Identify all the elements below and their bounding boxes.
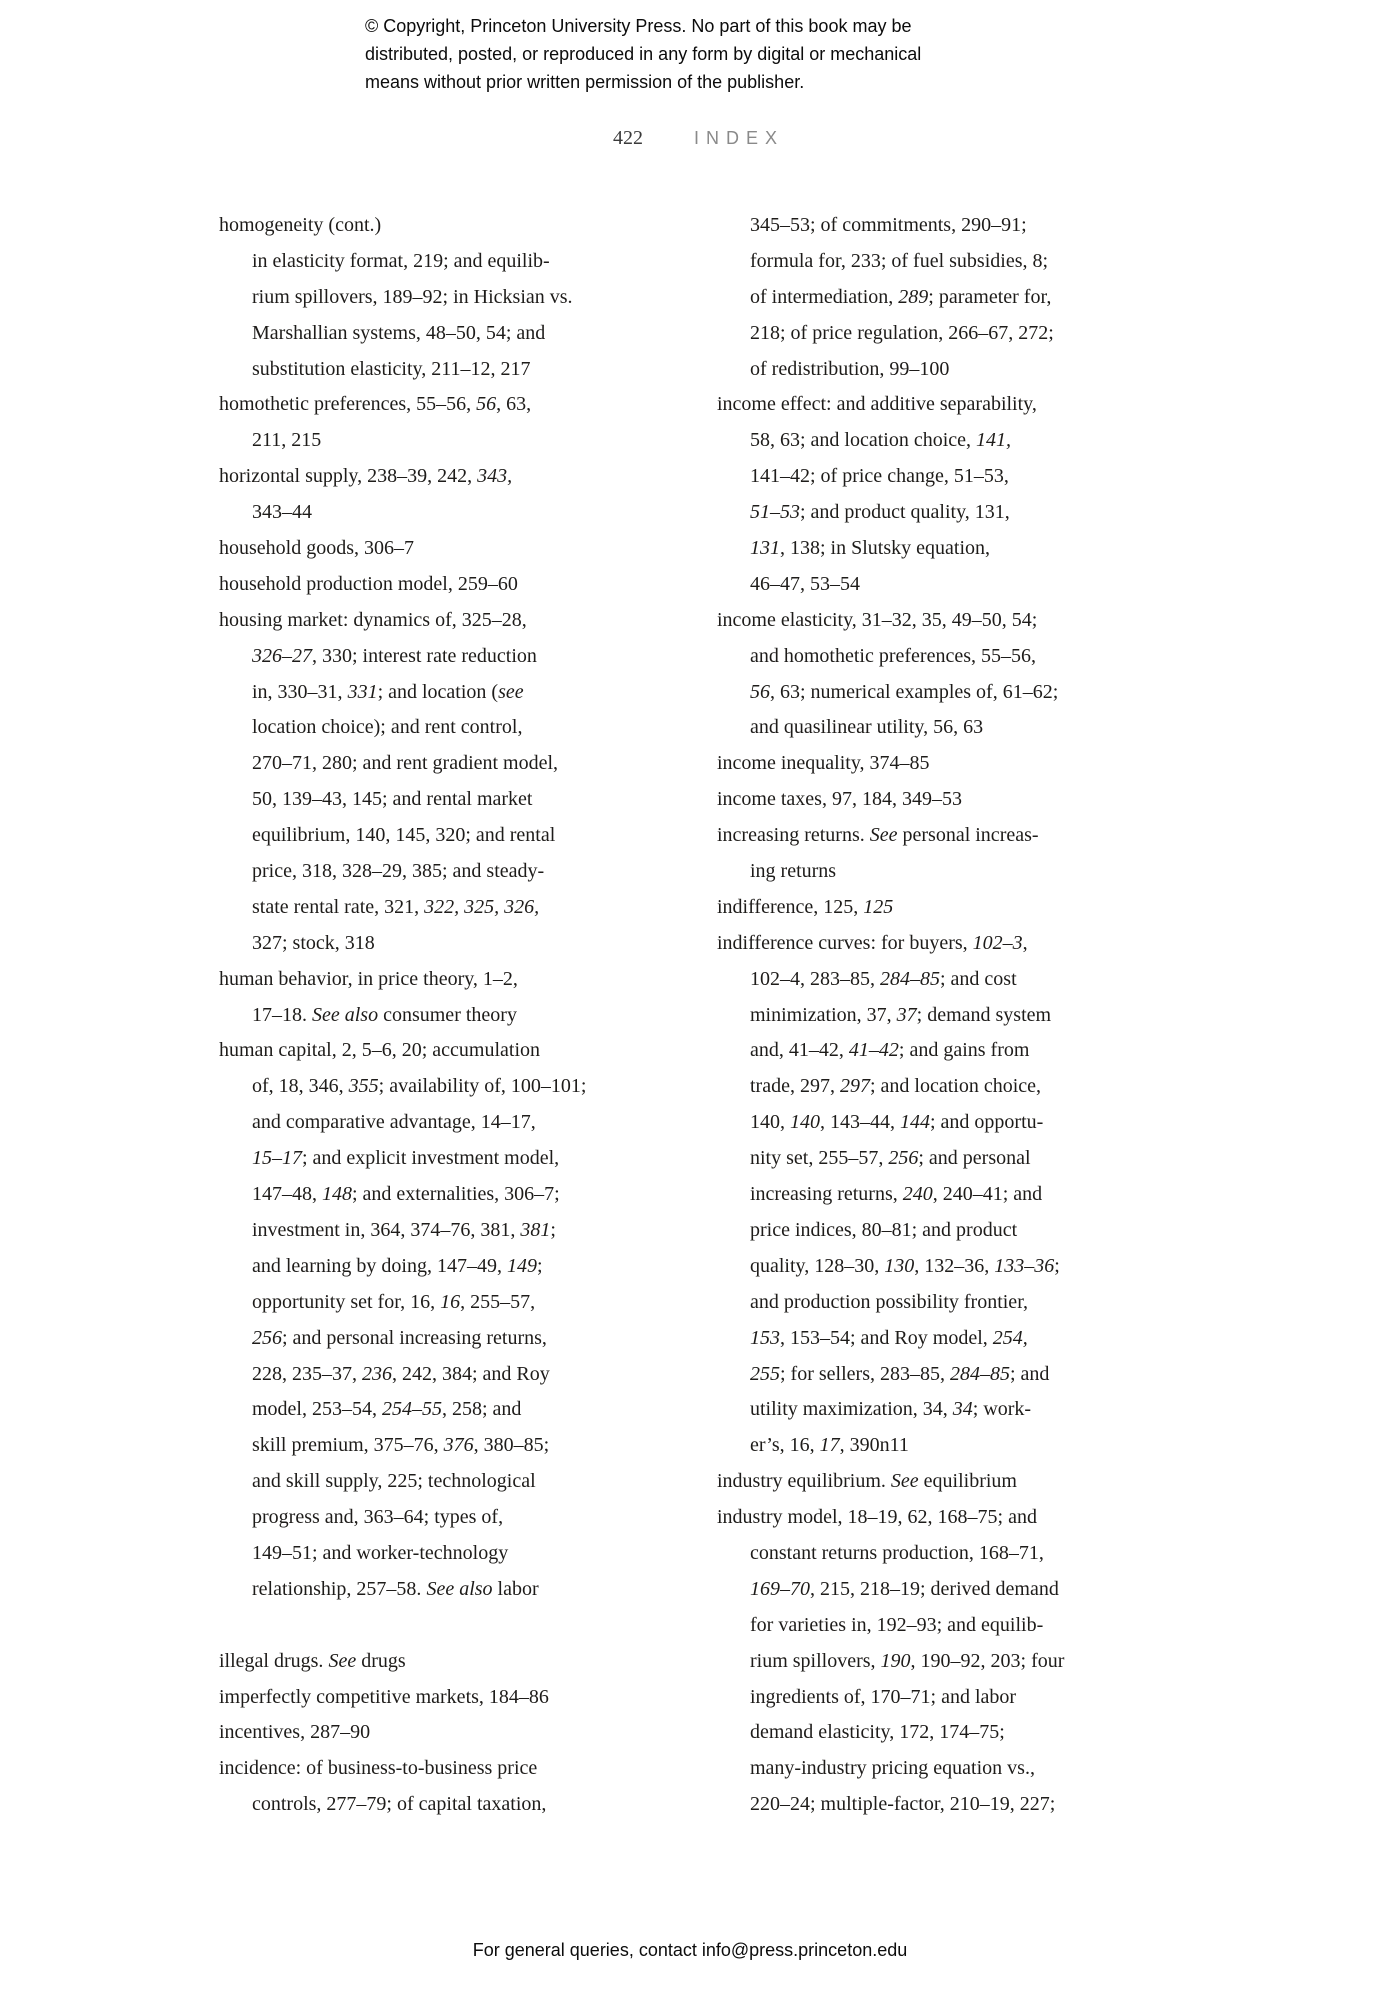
index-line: price indices, 80–81; and product [750, 1218, 1018, 1241]
index-line: 46–47, 53–54 [750, 572, 860, 595]
index-line: 327; stock, 318 [252, 931, 375, 954]
index-line: indifference curves: for buyers, 102–3, [717, 931, 1028, 954]
index-line: housing market: dynamics of, 325–28, [219, 608, 527, 631]
index-line: 169–70, 215, 218–19; derived demand [750, 1577, 1059, 1600]
index-line: 140, 140, 143–44, 144; and opportu- [750, 1111, 1044, 1134]
index-column-left [219, 208, 689, 1823]
footer-queries: For general queries, contact info@press.princeton.edu [472, 1940, 908, 1960]
index-line: nity set, 255–57, 256; and personal [750, 1147, 1031, 1170]
index-line: substitution elasticity, 211–12, 217 [252, 357, 531, 380]
index-line: increasing returns. See personal increas- [717, 824, 1039, 847]
index-line: 220–24; multiple-factor, 210–19, 227; [750, 1793, 1056, 1816]
index-line: 17–18. See also consumer theory [252, 1003, 517, 1026]
index-line: and skill supply, 225; technological [252, 1470, 536, 1493]
copyright-notice [365, 12, 921, 96]
index-line: investment in, 364, 374–76, 381, 381; [252, 1218, 556, 1241]
index-line: 131, 138; in Slutsky equation, [750, 537, 990, 560]
index-line: household goods, 306–7 [219, 537, 414, 560]
index-line: and comparative advantage, 14–17, [252, 1111, 536, 1134]
index-line: for varieties in, 192–93; and equilib- [750, 1613, 1044, 1636]
index-line: human capital, 2, 5–6, 20; accumulation [219, 1039, 541, 1062]
index-line: minimization, 37, 37; demand system [750, 1003, 1052, 1026]
index-line: in, 330–31, 331; and location (see [252, 680, 524, 703]
index-line: model, 253–54, 254–55, 258; and [252, 1398, 522, 1421]
index-line: progress and, 363–64; types of, [252, 1506, 504, 1529]
index-line: state rental rate, 321, 322, 325, 326, [252, 895, 540, 918]
index-line: human behavior, in price theory, 1–2, [219, 967, 518, 990]
index-line: 326–27, 330; interest rate reduction [252, 644, 537, 667]
index-line: 15–17; and explicit investment model, [252, 1147, 560, 1170]
index-line: and homothetic preferences, 55–56, [750, 644, 1037, 667]
page-number: 422 [613, 127, 643, 149]
index-line: 102–4, 283–85, 284–85; and cost [750, 967, 1017, 990]
index-line: 56, 63; numerical examples of, 61–62; [750, 680, 1059, 703]
index-line: 270–71, 280; and rent gradient model, [252, 752, 559, 775]
copyright-line: distributed, posted, or reproduced in any form by digital or mechanical [365, 44, 922, 64]
index-line: controls, 277–79; of capital taxation, [252, 1793, 547, 1816]
index-line: incentives, 287–90 [219, 1721, 371, 1744]
index-line: and, 41–42, 41–42; and gains from [750, 1039, 1030, 1062]
index-line: in elasticity format, 219; and equilib- [252, 249, 550, 272]
index-line: of, 18, 346, 355; availability of, 100–101; [252, 1075, 587, 1098]
index-line: increasing returns, 240, 240–41; and [750, 1183, 1043, 1206]
index-line: many-industry pricing equation vs., [750, 1757, 1035, 1780]
index-line: and learning by doing, 147–49, 149; [252, 1254, 543, 1277]
index-line: quality, 128–30, 130, 132–36, 133–36; [750, 1254, 1060, 1277]
index-line: household production model, 259–60 [219, 572, 518, 595]
index-line: trade, 297, 297; and location choice, [750, 1075, 1042, 1098]
index-line: industry model, 18–19, 62, 168–75; and [717, 1506, 1037, 1529]
index-column-right [717, 208, 1187, 1823]
index-line: demand elasticity, 172, 174–75; [750, 1721, 1005, 1744]
index-line: horizontal supply, 238–39, 242, 343, [219, 465, 513, 488]
index-line: indifference, 125, 125 [717, 895, 894, 918]
index-line: and quasilinear utility, 56, 63 [750, 716, 984, 739]
index-line: industry equilibrium. See equilibrium [717, 1470, 1017, 1493]
index-line: formula for, 233; of fuel subsidies, 8; [750, 249, 1049, 272]
index-line: income elasticity, 31–32, 35, 49–50, 54; [717, 608, 1038, 631]
index-line: 218; of price regulation, 266–67, 272; [750, 321, 1054, 344]
index-line: ingredients of, 170–71; and labor [750, 1685, 1017, 1708]
index-line: rium spillovers, 189–92; in Hicksian vs. [252, 285, 573, 308]
index-line: 141–42; of price change, 51–53, [750, 465, 1009, 488]
index-line: 147–48, 148; and externalities, 306–7; [252, 1183, 560, 1206]
index-line: income effect: and additive separability, [717, 393, 1037, 416]
copyright-line: means without prior written permission of the publisher. [365, 72, 805, 92]
index-line: of intermediation, 289; parameter for, [750, 285, 1052, 308]
index-line: price, 318, 328–29, 385; and steady- [252, 860, 545, 883]
index-line: and production possibility frontier, [750, 1290, 1029, 1313]
index-line: location choice); and rent control, [252, 716, 523, 739]
running-header [0, 127, 1400, 157]
index-line: illegal drugs. See drugs [219, 1649, 406, 1672]
index-line: income inequality, 374–85 [717, 752, 930, 775]
index-title: INDEX [694, 128, 785, 148]
index-line: opportunity set for, 16, 16, 255–57, [252, 1290, 536, 1313]
index-line: Marshallian systems, 48–50, 54; and [252, 321, 546, 344]
index-line: relationship, 257–58. See also labor [252, 1577, 539, 1600]
index-line: of redistribution, 99–100 [750, 357, 950, 380]
index-line: equilibrium, 140, 145, 320; and rental [252, 824, 556, 847]
index-line: income taxes, 97, 184, 349–53 [717, 788, 962, 811]
index-line: utility maximization, 34, 34; work- [750, 1398, 1032, 1421]
index-line: incidence: of business-to-business price [219, 1757, 538, 1780]
index-line: homogeneity (cont.) [219, 214, 382, 236]
index-line: er’s, 16, 17, 390n11 [750, 1434, 909, 1457]
index-line: constant returns production, 168–71, [750, 1541, 1044, 1564]
index-line: 211, 215 [252, 429, 322, 452]
index-line: 255; for sellers, 283–85, 284–85; and [750, 1362, 1050, 1385]
index-line: ing returns [750, 860, 837, 883]
index-section-gap [219, 1608, 689, 1644]
index-line: 51–53; and product quality, 131, [750, 501, 1010, 524]
index-line: 50, 139–43, 145; and rental market [252, 788, 533, 811]
index-line: 345–53; of commitments, 290–91; [750, 214, 1027, 236]
index-line: 149–51; and worker-technology [252, 1541, 509, 1564]
index-line: rium spillovers, 190, 190–92, 203; four [750, 1649, 1065, 1672]
index-line: 256; and personal increasing returns, [252, 1326, 547, 1349]
index-line: homothetic preferences, 55–56, 56, 63, [219, 393, 532, 416]
index-line: 58, 63; and location choice, 141, [750, 429, 1012, 452]
index-line: 343–44 [252, 501, 312, 524]
index-line: skill premium, 375–76, 376, 380–85; [252, 1434, 550, 1457]
index-line: 228, 235–37, 236, 242, 384; and Roy [252, 1362, 550, 1385]
index-line: 153, 153–54; and Roy model, 254, [750, 1326, 1028, 1349]
copyright-line: © Copyright, Princeton University Press. No part of this book may be [365, 16, 912, 36]
index-line: imperfectly competitive markets, 184–86 [219, 1685, 549, 1708]
